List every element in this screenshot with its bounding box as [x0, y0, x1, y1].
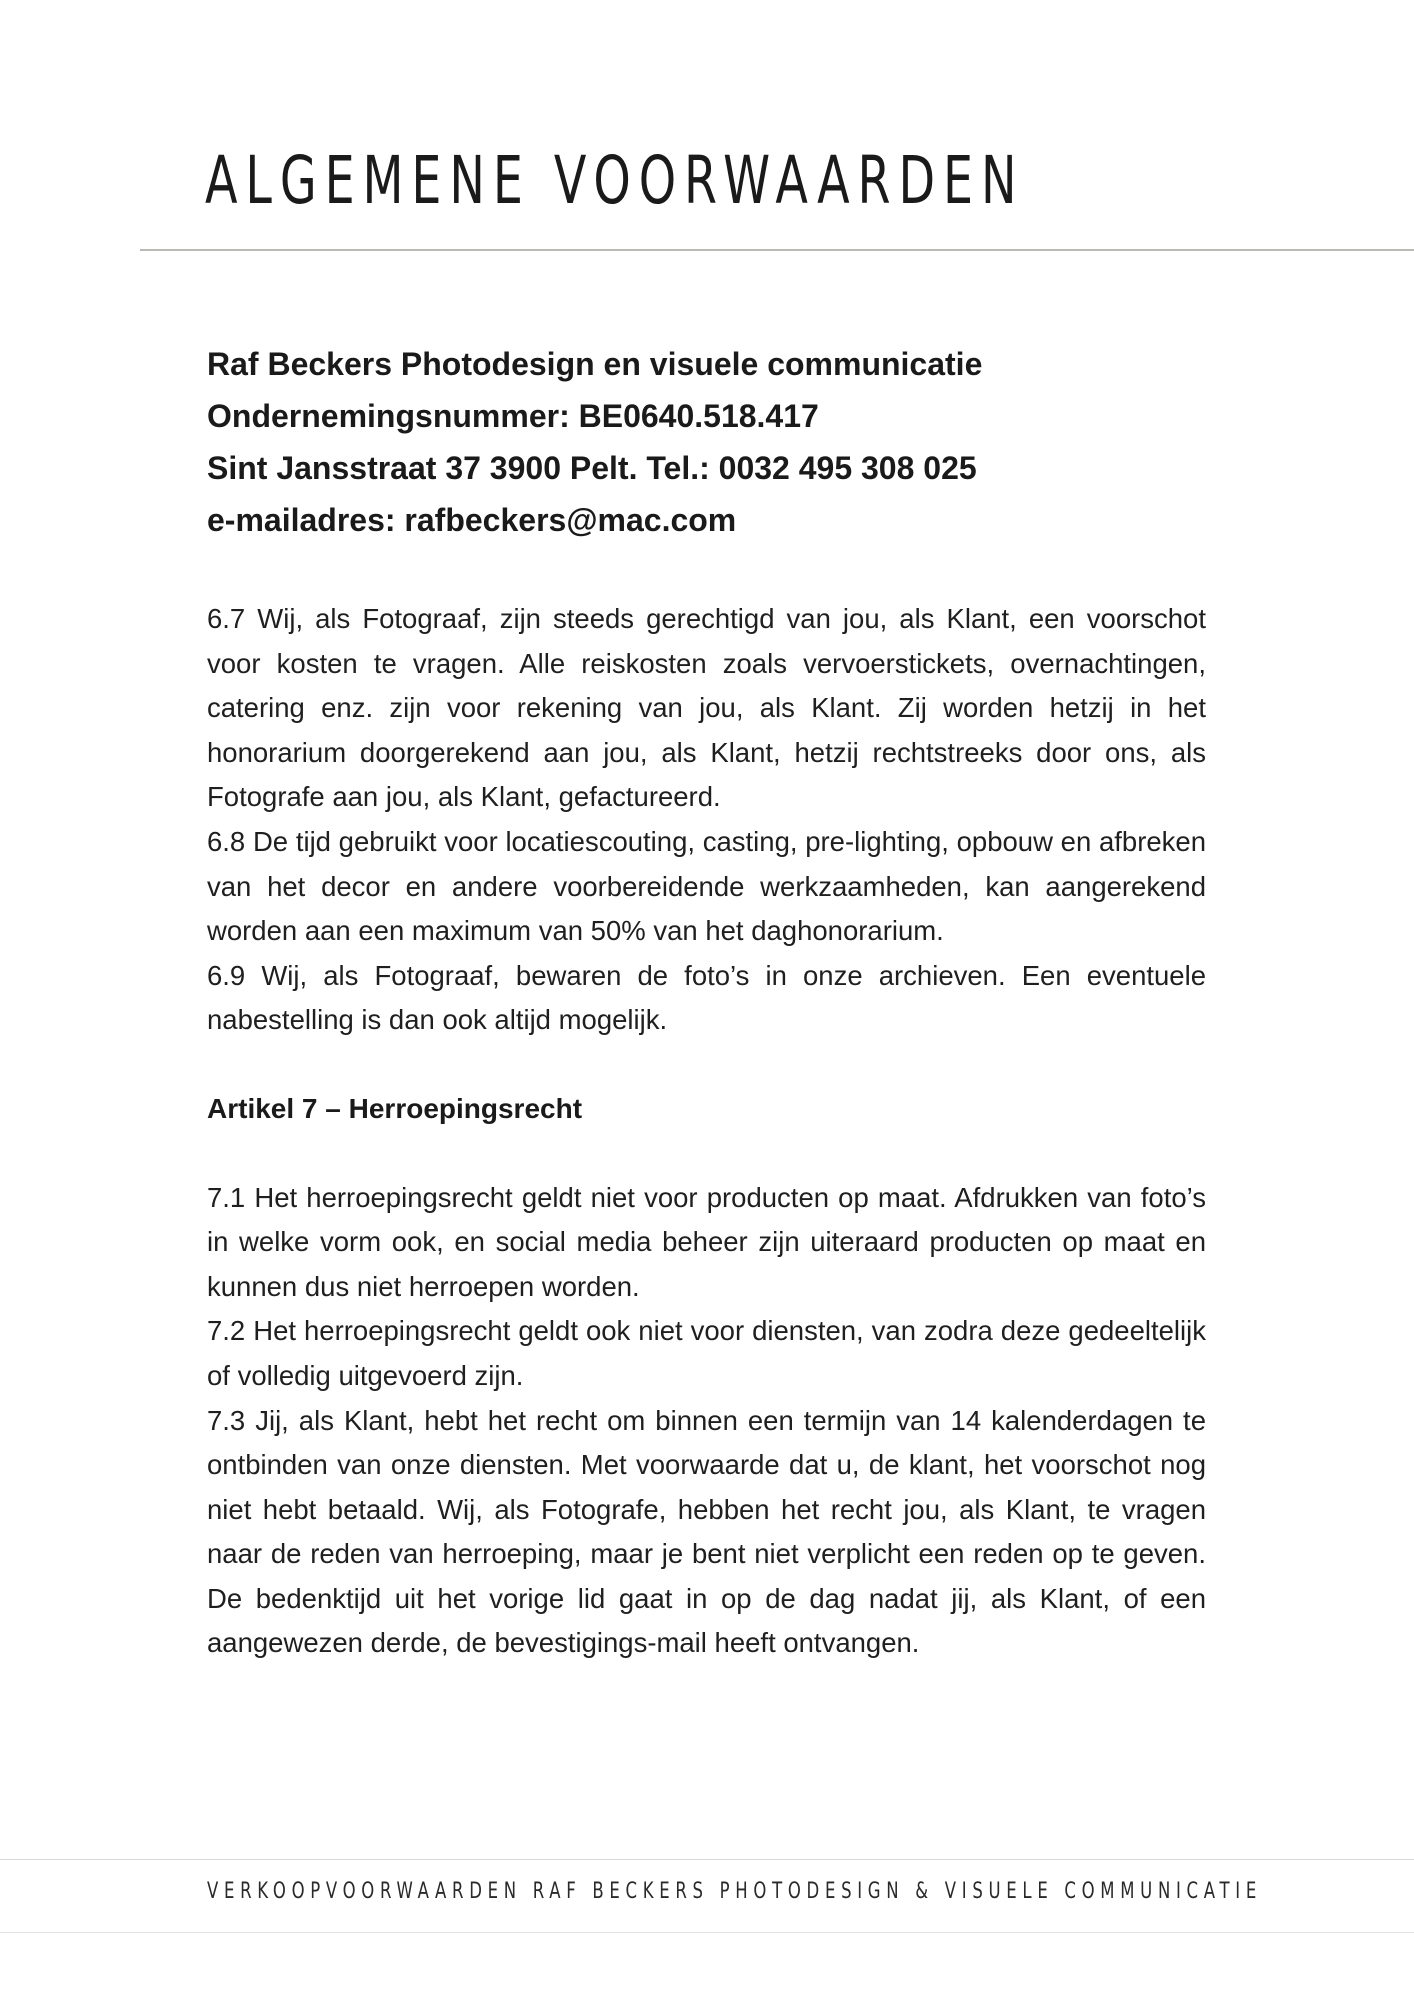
clause-7-1: 7.1 Het herroepingsrecht geldt niet voor producten op maat. Afdrukken van foto’s in welke vorm ook, en social media beheer zijn uiteraard producten op maat en kunnen dus niet herroepen worden. [207, 1181, 1206, 1302]
company-address-phone: Sint Jansstraat 37 3900 Pelt. Tel.: 0032 495 308 025 [207, 450, 977, 486]
footer-text: VERKOOPVOORWAARDEN RAF BECKERS PHOTODESIGN & VISUELE COMMUNICATIE [207, 1879, 1262, 1904]
clause-7-3: 7.3 Jij, als Klant, hebt het recht om binnen een termijn van 14 kalenderdagen te ontbinden van onze diensten. Met voorwaarde dat u, de klant, het voorschot nog niet hebt betaald. Wij, als Fotografe, hebben het recht jou, als Klant, te vragen naar de reden van herroeping, maar je bent niet verplicht een reden op te geven. De bedenktijd uit het vorige lid gaat in op de dag nadat jij, als Klant, of een aangewezen derde, de bevestigings-mail heeft ontvangen. [207, 1404, 1206, 1659]
company-details [207, 338, 1207, 546]
article-7-heading: Artikel 7 – Herroepingsrecht [207, 1092, 583, 1124]
clause-6-9: 6.9 Wij, als Fotograaf, bewaren de foto’s in onze archieven. Een eventuele nabestelling is dan ook altijd mogelijk. [207, 959, 1206, 1036]
clause-6-8: 6.8 De tijd gebruikt voor locatiescouting, casting, pre-lighting, opbouw en afbreken van het decor en andere voorbereidende werkzaamheden, kan aangerekend worden aan een maximum van 50% van het daghonorarium. [207, 825, 1206, 947]
company-email: e-mailadres: rafbeckers@mac.com [207, 502, 737, 538]
page-title: ALGEMENE VOORWAARDEN [205, 142, 1025, 219]
terms-content [207, 597, 1206, 1666]
clause-7-2: 7.2 Het herroepingsrecht geldt ook niet voor diensten, van zodra deze gedeeltelijk of volledig uitgevoerd zijn. [207, 1315, 1206, 1391]
footer-divider-top [0, 1859, 1414, 1860]
title-divider [140, 249, 1414, 251]
company-registration-number: Ondernemingsnummer: BE0640.518.417 [207, 398, 819, 434]
footer-divider-bottom [0, 1932, 1414, 1933]
company-name: Raf Beckers Photodesign en visuele communicatie [207, 346, 983, 382]
clause-6-7: 6.7 Wij, als Fotograaf, zijn steeds gerechtigd van jou, als Klant, een voorschot voor kosten te vragen. Alle reiskosten zoals vervoerstickets, overnachtingen, catering enz. zijn voor rekening van jou, als Klant. Zij worden hetzij in het honorarium doorgerekend aan jou, als Klant, hetzij rechtstreeks door ons, als Fotografe aan jou, als Klant, gefactureerd. [207, 603, 1206, 813]
